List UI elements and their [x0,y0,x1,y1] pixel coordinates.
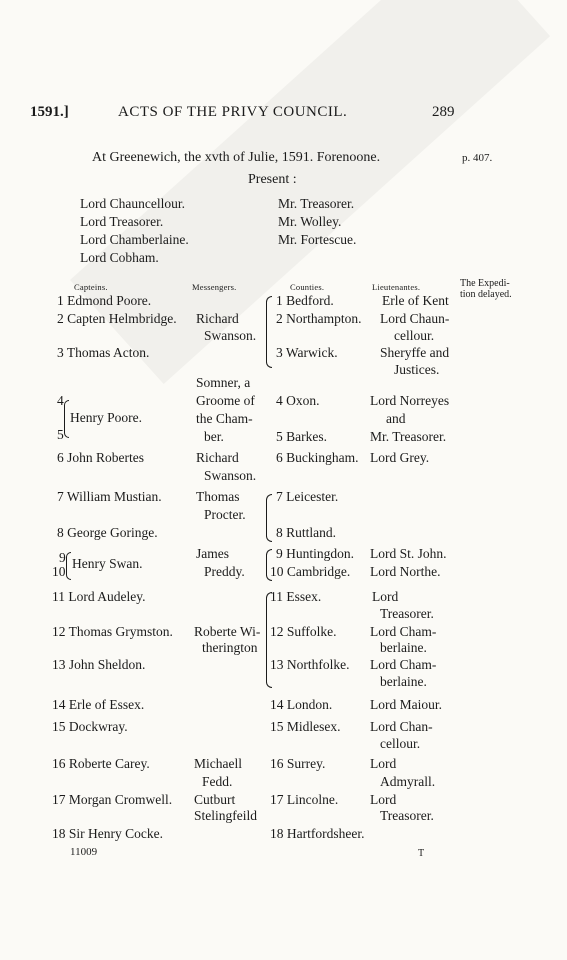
lieutenant-12b: berlaine. [380,640,427,655]
lieutenant-13a: Lord Cham- [370,657,437,672]
margin-note [460,278,512,300]
present-label: Present : [248,172,297,187]
lieutenant-15a: Lord Chan- [370,719,433,734]
county-6: 6 Buckingham. [276,450,359,465]
messenger-7b: Fedd. [202,774,233,789]
messenger-1a: Richard [196,311,239,326]
captain-13: 13 John Sheldon. [52,657,146,672]
county-1: 1 Bedford. [276,293,334,308]
messenger-2c: the Cham- [196,411,253,426]
county-7: 7 Leicester. [276,489,339,504]
captain-9-10-brace [66,552,71,580]
captain-11: 11 Lord Audeley. [52,589,146,604]
county-16: 16 Surrey. [270,756,326,771]
meeting-heading: At Greenewich, the xvth of Julie, 1591. Forenoone. [92,150,381,165]
lieutenant-11a: Lord [372,589,399,604]
captain-12: 12 Thomas Grymston. [52,624,173,639]
county-15: 15 Midlesex. [270,719,341,734]
messenger-8a: Cutburt [194,792,236,807]
messenger-2d: ber. [204,429,224,444]
messenger-6b: therington [202,640,258,655]
lieutenant-10: Lord Northe. [370,564,441,579]
lieutenant-6: Lord Grey. [370,450,430,465]
county-4: 4 Oxon. [276,393,320,408]
column-header-captains: Capteins. [74,282,108,292]
messenger-7a: Michaell [194,756,242,771]
messenger-6a: Roberte Wi- [194,624,261,639]
captain-4-5: Henry Poore. [70,410,142,425]
county-11: 11 Essex. [270,589,322,604]
lieutenant-16b: Admyrall. [380,774,436,789]
margin-note-line-2: tion delayed. [460,289,512,300]
county-14: 14 London. [270,697,333,712]
lieutenant-12a: Lord Cham- [370,624,437,639]
county-2: 2 Northampton. [276,311,362,326]
present-right-2: Mr. Wolley. [278,214,342,229]
header-page-number: 289 [432,104,455,120]
captain-6: 6 John Robertes [57,450,144,465]
messenger-2b: Groome of [196,393,255,408]
printer-signature: 11009 [70,846,98,858]
captain-9-10: Henry Swan. [72,556,143,571]
margin-note-line-1: The Expedi- [460,278,510,289]
counties-7-8-brace [266,494,272,542]
lieutenant-3a: Sheryffe and [380,345,450,360]
lieutenant-17b: Treasorer. [380,808,434,823]
captain-1: 1 Edmond Poore. [57,293,152,308]
lieutenant-16a: Lord [370,756,397,771]
county-3: 3 Warwick. [276,345,338,360]
column-header-lieutenants: Lieutenantes. [372,282,421,292]
present-left-3: Lord Chamberlaine. [80,232,189,247]
header-title: ACTS OF THE PRIVY COUNCIL. [118,104,348,120]
captain-5-number: 5 [57,427,64,442]
county-5: 5 Barkes. [276,429,327,444]
messenger-1b: Swanson. [204,328,257,343]
county-8: 8 Ruttland. [276,525,336,540]
lieutenant-9: Lord St. John. [370,546,447,561]
counties-1-3-brace [266,296,272,368]
lieutenant-2b: cellour. [394,328,435,343]
captain-10-number: 10 [52,564,66,579]
county-18: 18 Hartfordsheer. [270,826,365,841]
lieutenant-3b: Justices. [394,362,440,377]
captain-15: 15 Dockwray. [52,719,128,734]
column-header-messengers: Messengers. [192,282,237,292]
signature-mark: T [418,848,425,859]
header-year: 1591.] [30,104,69,120]
captain-4-number: 4 [57,393,64,408]
county-9: 9 Huntingdon. [276,546,355,561]
captain-9-number: 9 [59,550,66,565]
messenger-5a: James [196,546,229,561]
lieutenant-4a: Lord Norreyes [370,393,450,408]
present-right-1: Mr. Treasorer. [278,196,355,211]
lieutenant-4b: and [386,411,406,426]
captain-4-5-brace [64,400,69,438]
messenger-3b: Swanson. [204,468,257,483]
captain-8: 8 George Goringe. [57,525,158,540]
lieutenant-2a: Lord Chaun- [380,311,450,326]
lieutenant-13b: berlaine. [380,674,427,689]
messenger-8b: Stelingfeild [194,808,257,823]
captain-7: 7 William Mustian. [57,489,162,504]
county-10: 10 Cambridge. [270,564,351,579]
present-left-4: Lord Cobham. [80,250,159,265]
lieutenant-15b: cellour. [380,736,421,751]
messenger-4a: Thomas [196,489,240,504]
captain-2: 2 Capten Helmbridge. [57,311,177,326]
lieutenant-1: Erle of Kent [382,293,449,308]
lieutenant-11b: Treasorer. [380,606,434,621]
folio-reference: p. 407. [462,152,493,164]
column-header-counties: Counties. [290,282,325,292]
captain-14: 14 Erle of Essex. [52,697,145,712]
present-left-1: Lord Chauncellour. [80,196,185,211]
messenger-3a: Richard [196,450,239,465]
captain-16: 16 Roberte Carey. [52,756,150,771]
county-13: 13 Northfolke. [270,657,350,672]
county-12: 12 Suffolke. [270,624,337,639]
present-right-3: Mr. Fortescue. [278,232,357,247]
messenger-4b: Procter. [204,507,246,522]
lieutenant-4c: Mr. Treasorer. [370,429,447,444]
captain-18: 18 Sir Henry Cocke. [52,826,163,841]
county-17: 17 Lincolne. [270,792,339,807]
lieutenant-17a: Lord [370,792,397,807]
messenger-5b: Preddy. [204,564,245,579]
present-left-2: Lord Treasorer. [80,214,164,229]
captain-3: 3 Thomas Acton. [57,345,150,360]
lieutenant-14: Lord Maiour. [370,697,442,712]
counties-11-13-brace [266,592,272,688]
messenger-2a: Somner, a [196,375,251,390]
captain-17: 17 Morgan Cromwell. [52,792,173,807]
